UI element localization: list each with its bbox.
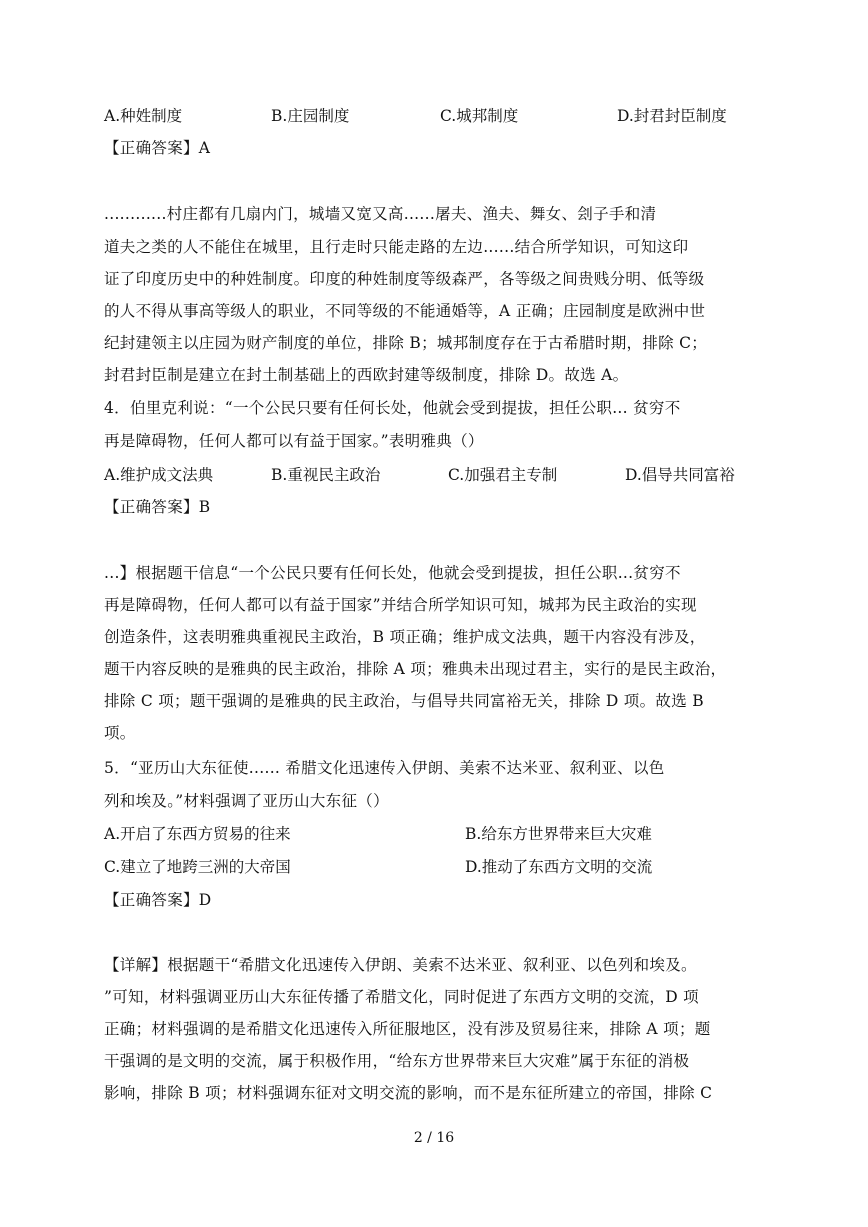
q4-option-d: D.倡导共同富裕 xyxy=(625,466,735,484)
q3-answer: 【正确答案】A xyxy=(104,139,211,157)
q3-option-a: A.种姓制度 xyxy=(104,107,183,125)
q4-option-b: B.重视民主政治 xyxy=(271,466,381,484)
q3-option-b: B.庄园制度 xyxy=(271,107,350,125)
page-number: 2 / 16 xyxy=(413,1130,455,1146)
q4-stem-line: 4．伯里克利说：“一个公民只要有任何长处，他就会受到提拔，担任公职... 贫穷不 xyxy=(104,399,681,417)
q4-answer: 【正确答案】B xyxy=(104,498,211,516)
q4-explanation-line: 项。 xyxy=(104,724,136,742)
q4-explanation-line: 题干内容反映的是雅典的民主政治，排除 A 项；雅典未出现过君主，实行的是民主政治， xyxy=(104,660,727,678)
q4-option-c: C.加强君主专制 xyxy=(448,466,558,484)
q5-option-a: A.开启了东西方贸易的往来 xyxy=(104,825,291,843)
q5-stem-line: 5．“亚历山大东征使...... 希腊文化迅速传入伊朗、美索不达米亚、叙利亚、以色 xyxy=(104,759,665,777)
q4-stem-line: 再是障碍物，任何人都可以有益于国家。”表明雅典（） xyxy=(104,432,484,450)
q4-option-a: A.维护成文法典 xyxy=(104,466,214,484)
q5-stem-line: 列和埃及。”材料强调了亚历山大东征（） xyxy=(104,792,389,810)
q4-explanation-line: 创造条件，这表明雅典重视民主政治，B 项正确；维护成文法典，题干内容没有涉及， xyxy=(104,628,706,646)
q4-explanation-line: 再是障碍物，任何人都可以有益于国家”并结合所学知识可知，城邦为民主政治的实现 xyxy=(104,596,697,614)
q3-explanation-line: 证了印度历史中的种姓制度。印度的种姓制度等级森严，各等级之间贵贱分明、低等级 xyxy=(104,270,705,288)
q3-explanation-line: 的人不得从事高等级人的职业，不同等级的不能通婚等，A 正确；庄园制度是欧洲中世 xyxy=(104,302,706,320)
q5-explanation-line: 正确；材料强调的是希腊文化迅速传入所征服地区，没有涉及贸易往来，排除 A 项；题 xyxy=(104,1020,711,1038)
q5-explanation-line: 干强调的是文明的交流，属于积极作用，“给东方世界带来巨大灾难”属于东征的消极 xyxy=(104,1052,690,1070)
q3-option-d: D.封君封臣制度 xyxy=(617,107,727,125)
q3-explanation-line: 封君封臣制是建立在封土制基础上的西欧封建等级制度，排除 D。故选 A。 xyxy=(104,366,629,384)
q5-option-c: C.建立了地跨三洲的大帝国 xyxy=(104,858,291,876)
q5-option-b: B.给东方世界带来巨大灾难 xyxy=(465,825,652,843)
q5-answer: 【正确答案】D xyxy=(104,891,212,909)
q3-explanation-line: ............村庄都有几扇内门，城墙又宽又高......屠夫、渔夫、舞女、刽子手和清 xyxy=(104,205,657,223)
q4-explanation-line: 排除 C 项；题干强调的是雅典的民主政治，与倡导共同富裕无关，排除 D 项。故选 B xyxy=(104,692,704,710)
q3-option-c: C.城邦制度 xyxy=(440,107,519,125)
q5-explanation-line: 【详解】根据题干“希腊文化迅速传入伊朗、美索不达米亚、叙利亚、以色列和埃及。 xyxy=(104,956,697,974)
q5-explanation-line: 影响，排除 B 项；材料强调东征对文明交流的影响，而不是东征所建立的帝国，排除 C xyxy=(104,1084,713,1102)
q4-explanation-line: ...】根据题干信息“一个公民只要有任何长处，他就会受到提拔，担任公职...贫穷不 xyxy=(104,564,681,582)
q3-explanation-line: 纪封建领主以庄园为财产制度的单位，排除 B；城邦制度存在于古希腊时期，排除 C； xyxy=(104,334,708,352)
q5-option-d: D.推动了东西方文明的交流 xyxy=(465,858,653,876)
q3-explanation-line: 道夫之类的人不能住在城里，且行走时只能走路的左边......结合所学知识，可知这印 xyxy=(104,238,689,256)
q5-explanation-line: ”可知，材料强调亚历山大东征传播了希腊文化，同时促进了东西方文明的交流，D 项 xyxy=(104,988,699,1006)
